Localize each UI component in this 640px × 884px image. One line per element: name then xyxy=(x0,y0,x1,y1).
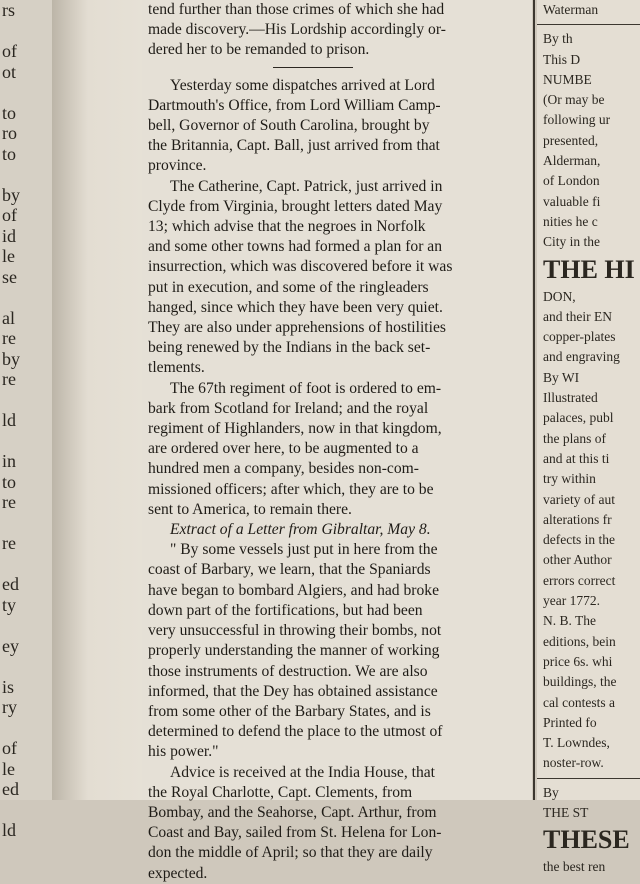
left-fragment-line: ty xyxy=(2,594,17,615)
right-fragment-line: THE HI xyxy=(543,254,635,284)
left-fragment-line: to xyxy=(2,143,17,164)
left-fragment-line xyxy=(0,390,52,411)
left-fragment-line: le xyxy=(2,758,15,779)
article-line: properly understanding the manner of working xyxy=(148,642,440,660)
right-fragment-line: Alderman, xyxy=(543,153,601,169)
right-fragment-line: THESE xyxy=(543,825,630,855)
article-line: don the middle of April; so that they are daily xyxy=(148,844,433,862)
left-fragment-line: ry xyxy=(2,697,17,717)
left-fragment-line: ed xyxy=(2,574,19,594)
article-line: regiment of Highlanders, now in that kingdom, xyxy=(148,420,442,438)
article-line: Dartmouth's Office, from Lord William Camp- xyxy=(148,96,441,114)
left-fragment-line: ed xyxy=(2,779,19,799)
article-line: the Royal Charlotte, Capt. Clements, from xyxy=(148,783,413,801)
article-line: Clyde from Virginia, brought letters dated May xyxy=(148,197,443,215)
right-fragment-line: By th xyxy=(543,31,573,47)
right-fragment-line: defects in the xyxy=(543,532,615,548)
article-line: down part of the fortifications, but had been xyxy=(148,601,423,619)
left-fragment-line xyxy=(0,656,52,677)
article-line: being renewed by the Indians in the back set- xyxy=(148,339,431,357)
left-fragment-line: in xyxy=(2,451,17,471)
left-fragment-line: of xyxy=(2,738,17,758)
article-line: hanged, since which they have been very quiet. xyxy=(148,298,443,316)
article-line: They are also under apprehensions of hostilities xyxy=(148,319,446,337)
left-fragment-line xyxy=(0,800,52,821)
left-fragment-line: to xyxy=(2,471,17,492)
main-article-column xyxy=(142,0,532,882)
left-fragment-line: le xyxy=(2,246,15,266)
right-fragment-line: buildings, the xyxy=(543,674,617,690)
article-line: put in execution, and some of the ringleaders xyxy=(148,278,429,296)
right-fragment-line: the best ren xyxy=(543,859,606,875)
right-fragment-line: palaces, publ xyxy=(543,410,614,426)
article-line: bark from Scotland for Ireland; and the royal xyxy=(148,399,429,417)
left-fragment-line: re xyxy=(2,492,16,512)
right-fragment-line: other Author xyxy=(543,552,612,568)
right-rule xyxy=(537,24,640,25)
left-fragment-line: to xyxy=(2,102,17,123)
article-line: bell, Governor of South Carolina, brought by xyxy=(148,117,430,135)
article-line: " By some vessels just put in here from the xyxy=(170,541,438,559)
left-fragment-line: of xyxy=(2,41,17,61)
right-fragment-line: price 6s. whi xyxy=(543,653,613,669)
right-fragment-line: Printed fo xyxy=(543,714,597,730)
right-fragment-line: variety of aut xyxy=(543,491,615,507)
left-fragment-line: se xyxy=(2,266,17,287)
left-fragment-line xyxy=(0,21,52,42)
article-line: informed, that the Dey has obtained assistance xyxy=(148,682,438,700)
right-fragment-line: following ur xyxy=(543,112,611,128)
left-fragment-line xyxy=(0,82,52,103)
left-column-fragment xyxy=(0,0,54,840)
article-line: Yesterday some dispatches arrived at Lord xyxy=(170,76,435,94)
left-fragment-line: ot xyxy=(2,61,17,82)
right-fragment-line: By WI xyxy=(543,369,580,385)
left-fragment-line xyxy=(0,615,52,636)
right-fragment-line: cal contests a xyxy=(543,694,615,710)
right-fragment-line: NUMBE xyxy=(543,71,592,87)
article-line: dered her to be remanded to prison. xyxy=(148,41,370,59)
column-divider xyxy=(533,0,535,800)
article-line: missioned officers; after which, they are to be xyxy=(148,480,434,498)
article-line: his power." xyxy=(148,743,219,761)
article-line: those instruments of destruction. We are also xyxy=(148,662,428,680)
article-line: expected. xyxy=(148,864,208,882)
left-fragment-line: re xyxy=(2,533,16,553)
article-line: the Britannia, Capt. Ball, just arrived from that xyxy=(148,137,440,155)
article-line: 13; which advise that the negroes in Norfolk xyxy=(148,218,426,236)
article-line: made discovery.—His Lordship accordingly or- xyxy=(148,21,446,39)
left-fragment-line: re xyxy=(2,369,16,389)
left-fragment-line: ld xyxy=(2,410,17,430)
left-fragment-line: by xyxy=(2,348,20,369)
right-fragment-line: N. B. The xyxy=(543,613,596,629)
article-line: tend further than those crimes of which she had xyxy=(148,1,445,18)
article-line: and some other towns had formed a plan for an xyxy=(148,238,443,256)
right-fragment-line: Illustrated xyxy=(543,390,598,406)
right-fragment-line: of London xyxy=(543,173,600,189)
right-fragment-line: (Or may be xyxy=(543,92,605,108)
left-fragment-line xyxy=(0,287,52,308)
right-fragment-line: and their EN xyxy=(543,308,612,324)
right-fragment-line: year 1772. xyxy=(543,593,600,609)
right-fragment-line: nities he c xyxy=(543,213,598,229)
article-line: very unsuccessful in throwing their bombs, not xyxy=(148,622,442,640)
article-line: are ordered over here, to be augmented to a xyxy=(148,440,419,458)
left-fragment-line: al xyxy=(2,307,15,328)
article-line: coast of Barbary, we learn, that the Spaniards xyxy=(148,561,431,579)
left-fragment-line: is xyxy=(2,676,15,697)
article-line: hundred men a company, besides non-com- xyxy=(148,460,419,478)
left-fragment-line: ro xyxy=(2,123,17,143)
left-fragment-line: ey xyxy=(2,635,19,656)
article-line: Coast and Bay, sailed from St. Helena for Lon- xyxy=(148,824,442,842)
right-fragment-line: THE ST xyxy=(543,804,589,820)
article-line: province. xyxy=(148,157,207,175)
right-fragment-line: editions, bein xyxy=(543,633,616,649)
right-fragment-line: errors correct xyxy=(543,572,616,588)
right-fragment-line: City in the xyxy=(543,234,600,250)
left-fragment-line xyxy=(0,718,52,739)
right-fragment-line: DON, xyxy=(543,288,576,304)
left-fragment-line: id xyxy=(2,225,17,246)
left-fragment-line xyxy=(0,164,52,185)
left-fragment-line: ld xyxy=(2,820,17,840)
article-line: from some other of the Barbary States, and is xyxy=(148,702,431,720)
left-fragment-line xyxy=(0,554,52,575)
article-line: insurrection, which was discovered before it was xyxy=(148,258,453,276)
right-fragment-line: try within xyxy=(543,471,596,487)
article-line: determined to defend the place to the utmost of xyxy=(148,723,443,741)
left-fragment-line: of xyxy=(2,205,17,225)
right-fragment-line: presented, xyxy=(543,132,599,148)
right-fragment-line: copper-plates xyxy=(543,329,616,345)
article-line: have began to bombard Algiers, and had broke xyxy=(148,581,439,599)
right-fragment-line: and engraving xyxy=(543,349,620,365)
right-fragment-line: the plans of xyxy=(543,430,606,446)
left-fragment-line xyxy=(0,513,52,534)
article-line: Extract of a Letter from Gibraltar, May 8. xyxy=(170,521,431,539)
right-fragment-line: T. Lowndes, xyxy=(543,735,610,751)
right-fragment-line: alterations fr xyxy=(543,511,612,527)
article-line: The Catherine, Capt. Patrick, just arrived in xyxy=(170,177,443,195)
right-fragment-line: This D xyxy=(543,51,581,67)
left-fragment-line xyxy=(0,431,52,452)
left-fragment-line: rs xyxy=(2,0,15,20)
right-fragment-line: and at this ti xyxy=(543,450,610,466)
article-line: sent to America, to remain there. xyxy=(148,500,352,518)
article-line: Bombay, and the Seahorse, Capt. Arthur, from xyxy=(148,803,437,821)
right-rule xyxy=(537,778,640,779)
article-line: The 67th regiment of foot is ordered to em- xyxy=(170,379,442,397)
right-fragment-line: noster-row. xyxy=(543,755,604,771)
page-gutter xyxy=(52,0,142,800)
right-fragment-line: By xyxy=(543,784,559,800)
right-column-fragment xyxy=(537,0,640,875)
article-line: Advice is received at the India House, that xyxy=(170,763,435,781)
article-line: tlements. xyxy=(148,359,205,377)
left-fragment-line: by xyxy=(2,184,20,205)
right-fragment-line: valuable fi xyxy=(543,193,601,209)
left-fragment-line: re xyxy=(2,328,16,348)
right-fragment-line: Waterman xyxy=(543,2,599,17)
section-separator xyxy=(273,67,353,68)
